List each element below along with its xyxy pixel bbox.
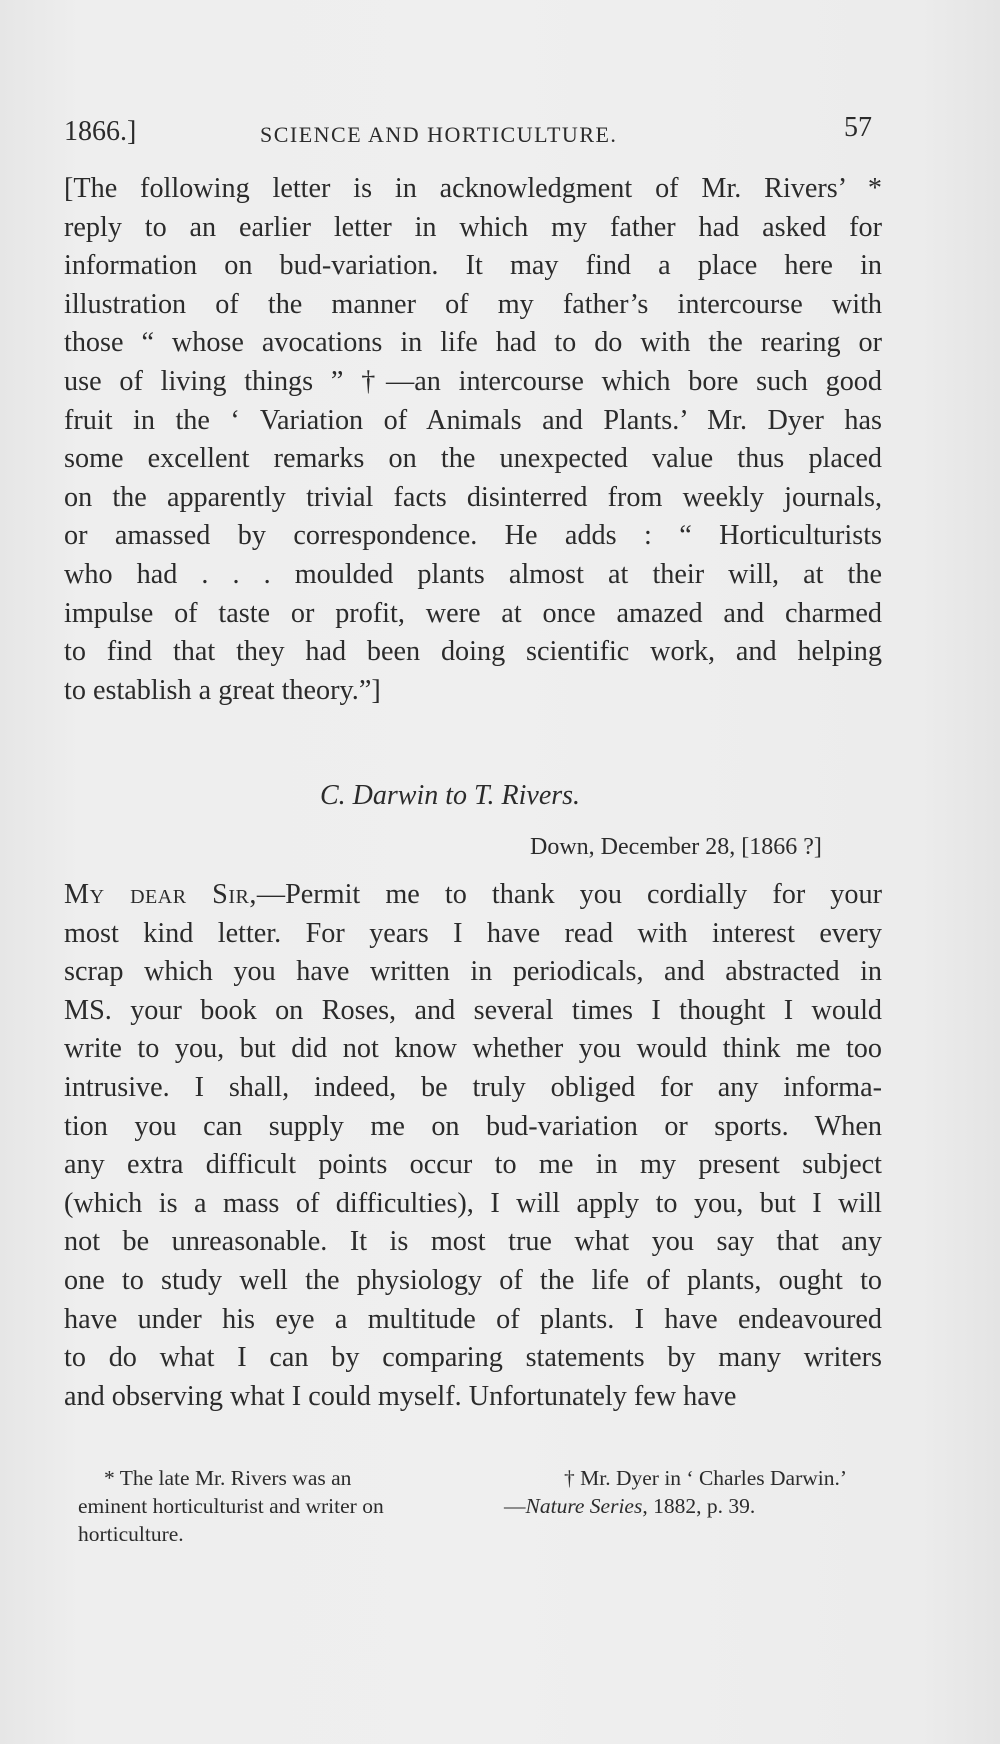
letter-line: tion you can supply me on bud-variation or sports. When [64, 1110, 882, 1142]
intro-line: or amassed by correspondence. He adds : “ Horticulturists [64, 520, 882, 552]
letter-line: (which is a mass of difficulties), I will apply to you, but I will [64, 1187, 882, 1219]
intro-line: [The following letter is in acknowledgment of Mr. Rivers’ * [64, 173, 882, 204]
intro-line: reply to an earlier letter in which my father had asked for [64, 211, 882, 243]
header-year: 1866.] [64, 116, 137, 147]
letter-line: any extra difficult points occur to me in my present subject [64, 1149, 882, 1181]
letter-line: and observing what I could myself. Unfortunately few have [64, 1380, 737, 1412]
letter-dateline: Down, December 28, [1866 ?] [530, 834, 822, 860]
letter-line: —Permit me to thank you cordially for your [256, 879, 882, 910]
letter-line: one to study well the physiology of the life of plants, ought to [64, 1264, 882, 1296]
footnote-line: * The late Mr. Rivers was an [104, 1466, 352, 1490]
footnote-rivers [78, 1464, 478, 1548]
letter-line: write to you, but did not know whether you would think me too [64, 1033, 882, 1065]
footnote-line: horticulture. [78, 1522, 184, 1546]
salutation: My dear Sir, [64, 879, 257, 910]
citation-dash: — [504, 1494, 526, 1518]
letter-line: have under his eye a multitude of plants. I have endeavoured [64, 1303, 882, 1335]
intro-line: fruit in the ‘ Variation of Animals and Plants.’ Mr. Dyer has [64, 404, 882, 436]
footnote-dyer [504, 1464, 884, 1520]
footnote-citation [504, 1492, 884, 1520]
intro-line: some excellent remarks on the unexpected value thus placed [64, 443, 882, 475]
letter-first-line [64, 876, 882, 915]
letter-body [64, 876, 882, 1416]
letter-line: most kind letter. For years I have read with interest every [64, 917, 882, 949]
intro-line: illustration of the manner of my father’s intercourse with [64, 288, 882, 320]
intro-paragraph [64, 170, 882, 710]
letter-line: intrusive. I shall, indeed, be truly obliged for any informa- [64, 1071, 882, 1103]
letter-heading: C. Darwin to T. Rivers. [320, 780, 581, 811]
letter-line: scrap which you have written in periodicals, and abstracted in [64, 956, 882, 988]
header-title: SCIENCE AND HORTICULTURE. [260, 122, 618, 147]
footnote-line: eminent horticulturist and writer on [78, 1494, 384, 1518]
intro-line: who had . . . moulded plants almost at their will, at the [64, 558, 882, 590]
letter-line: to do what I can by comparing statements by many writers [64, 1342, 882, 1374]
intro-line: use of living things ” †—an intercourse which bore such good [64, 365, 882, 397]
letter-line: MS. your book on Roses, and several times I thought I would [64, 994, 882, 1026]
intro-line: information on bud-variation. It may find a place here in [64, 250, 882, 282]
running-header [64, 110, 872, 150]
intro-line: on the apparently trivial facts disinterred from weekly journals, [64, 481, 882, 513]
page-number: 57 [844, 112, 872, 143]
intro-line: impulse of taste or profit, were at once amazed and charmed [64, 597, 882, 629]
citation-title: Nature Series [525, 1494, 643, 1518]
intro-line: those “ whose avocations in life had to do with the rearing or [64, 327, 882, 359]
letter-line: not be unreasonable. It is most true what you say that any [64, 1226, 882, 1258]
intro-line: to establish a great theory.”] [64, 674, 381, 706]
citation-details: , 1882, p. 39. [642, 1494, 756, 1518]
footnote-line: † Mr. Dyer in ‘ Charles Darwin.’ [564, 1466, 848, 1490]
intro-line: to find that they had been doing scientific work, and helping [64, 636, 882, 668]
